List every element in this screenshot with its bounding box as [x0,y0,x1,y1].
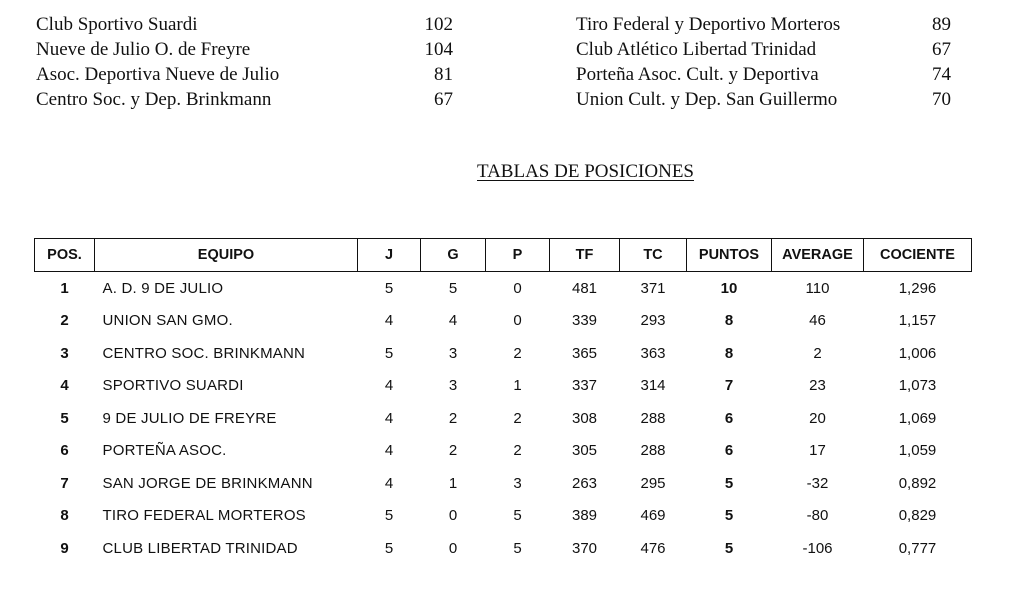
column-header: G [421,239,486,272]
cell-average: 20 [809,409,826,427]
results-right-column [576,12,951,112]
table-row [35,500,972,533]
cell-tc: 288 [640,442,666,460]
section-title-text: TABLAS DE POSICIONES [477,161,694,182]
cell-pts: 10 [720,279,738,297]
cell-equipo: SAN JORGE DE BRINKMANN [102,474,313,492]
cell-p: 0 [513,312,522,330]
result-score: 67 [434,89,453,110]
result-score: 81 [434,64,453,85]
cell-tc: 314 [640,377,666,395]
cell-tc: 363 [640,344,666,362]
cell-j: 4 [384,409,394,427]
column-header: COCIENTE [864,239,972,272]
table-row [35,337,972,370]
cell-g: 5 [448,279,458,297]
cell-pts: 7 [724,377,734,395]
cell-pts: 5 [724,507,734,525]
result-score: 102 [424,14,453,35]
result-score: 67 [932,39,951,60]
result-row [576,62,951,87]
cell-pos: 8 [60,507,69,525]
result-row [36,87,453,112]
table-row [35,370,972,403]
cell-j: 4 [384,442,394,460]
cell-g: 0 [448,539,458,557]
cell-average: -80 [806,507,829,525]
cell-pos: 7 [60,474,69,492]
cell-pos: 5 [60,409,69,427]
cell-pts: 6 [724,409,734,427]
cell-cociente: 1,006 [898,344,937,362]
cell-tc: 295 [640,474,666,492]
cell-tf: 337 [571,377,598,395]
cell-cociente: 1,157 [898,312,937,330]
cell-pts: 8 [724,312,734,330]
result-row [36,12,453,37]
cell-p: 1 [513,377,522,395]
table-row [35,467,972,500]
result-team: Asoc. Deportiva Nueve de Julio [36,64,280,85]
cell-cociente: 1,296 [898,279,937,297]
column-header: POS. [35,239,95,272]
cell-pts: 8 [724,344,734,362]
cell-equipo: PORTEÑA ASOC. [102,442,227,460]
table-header-row [35,239,972,272]
result-score: 89 [932,14,951,35]
cell-j: 4 [384,474,394,492]
result-row [36,37,453,62]
cell-j: 4 [384,312,394,330]
cell-average: 110 [805,279,830,297]
cell-tf: 339 [571,312,598,330]
result-team: Nueve de Julio O. de Freyre [36,39,251,60]
cell-tc: 288 [640,409,666,427]
result-row [576,12,951,37]
cell-tc: 476 [640,539,666,557]
result-team: Club Sportivo Suardi [36,14,198,35]
cell-p: 3 [513,474,522,492]
cell-g: 1 [448,474,458,492]
cell-pts: 5 [724,539,734,557]
cell-equipo: A. D. 9 DE JULIO [102,279,224,297]
section-title [0,161,1024,183]
table-row [35,435,972,468]
results-left-column [36,12,453,112]
cell-pos: 4 [60,377,69,395]
cell-cociente: 1,069 [898,409,937,427]
result-team: Tiro Federal y Deportivo Morteros [576,14,841,35]
result-score: 104 [424,39,453,60]
cell-g: 2 [448,442,458,460]
table-row [35,272,972,305]
column-header: PUNTOS [687,239,772,272]
cell-tf: 365 [571,344,598,362]
cell-tf: 308 [571,409,598,427]
cell-equipo: UNION SAN GMO. [102,312,233,330]
cell-j: 5 [384,539,394,557]
table-row [35,402,972,435]
cell-cociente: 1,073 [898,377,937,395]
cell-pos: 1 [60,279,69,297]
cell-pos: 2 [60,312,69,330]
cell-p: 0 [513,279,522,297]
cell-p: 5 [513,539,522,557]
column-header: AVERAGE [772,239,864,272]
result-score: 74 [932,64,951,85]
cell-j: 5 [384,507,394,525]
cell-g: 3 [448,344,458,362]
cell-pts: 5 [724,474,734,492]
standings-table [34,238,972,565]
column-header: J [358,239,421,272]
table-row [35,532,972,565]
cell-cociente: 1,059 [898,442,937,460]
result-team: Porteña Asoc. Cult. y Deportiva [576,64,819,85]
cell-pos: 6 [60,442,69,460]
cell-average: 17 [809,442,826,460]
cell-j: 5 [384,279,394,297]
result-team: Club Atlético Libertad Trinidad [576,39,817,60]
result-score: 70 [932,89,951,110]
cell-g: 3 [448,377,458,395]
cell-tf: 389 [571,507,598,525]
cell-cociente: 0,777 [898,539,937,557]
cell-equipo: TIRO FEDERAL MORTEROS [102,507,306,525]
cell-average: 23 [809,377,826,395]
cell-g: 2 [448,409,458,427]
cell-g: 4 [448,312,458,330]
cell-cociente: 0,892 [898,474,937,492]
result-row [36,62,453,87]
cell-p: 2 [513,409,522,427]
cell-average: -32 [806,474,829,492]
cell-p: 2 [513,442,522,460]
cell-tf: 370 [571,539,598,557]
cell-average: -106 [802,539,833,557]
cell-tf: 481 [571,279,598,297]
cell-equipo: SPORTIVO SUARDI [102,377,244,395]
column-header: TC [620,239,687,272]
cell-average: 46 [809,312,826,330]
cell-equipo: CLUB LIBERTAD TRINIDAD [102,539,298,557]
cell-equipo: 9 DE JULIO DE FREYRE [102,409,277,427]
cell-tc: 371 [640,279,666,297]
cell-pts: 6 [724,442,734,460]
column-header: P [486,239,550,272]
cell-tf: 263 [571,474,598,492]
cell-tc: 469 [640,507,666,525]
cell-p: 2 [513,344,522,362]
cell-g: 0 [448,507,458,525]
table-row [35,305,972,338]
result-team: Centro Soc. y Dep. Brinkmann [36,89,272,110]
cell-tf: 305 [571,442,598,460]
result-row [576,87,951,112]
cell-p: 5 [513,507,522,525]
cell-pos: 3 [60,344,69,362]
cell-equipo: CENTRO SOC. BRINKMANN [102,344,306,362]
cell-j: 4 [384,377,394,395]
column-header: EQUIPO [95,239,358,272]
column-header: TF [550,239,620,272]
cell-j: 5 [384,344,394,362]
table-body [35,272,972,565]
cell-cociente: 0,829 [898,507,937,525]
cell-average: 2 [813,344,822,362]
result-row [576,37,951,62]
cell-pos: 9 [60,539,69,557]
cell-tc: 293 [640,312,666,330]
result-team: Union Cult. y Dep. San Guillermo [576,89,838,110]
